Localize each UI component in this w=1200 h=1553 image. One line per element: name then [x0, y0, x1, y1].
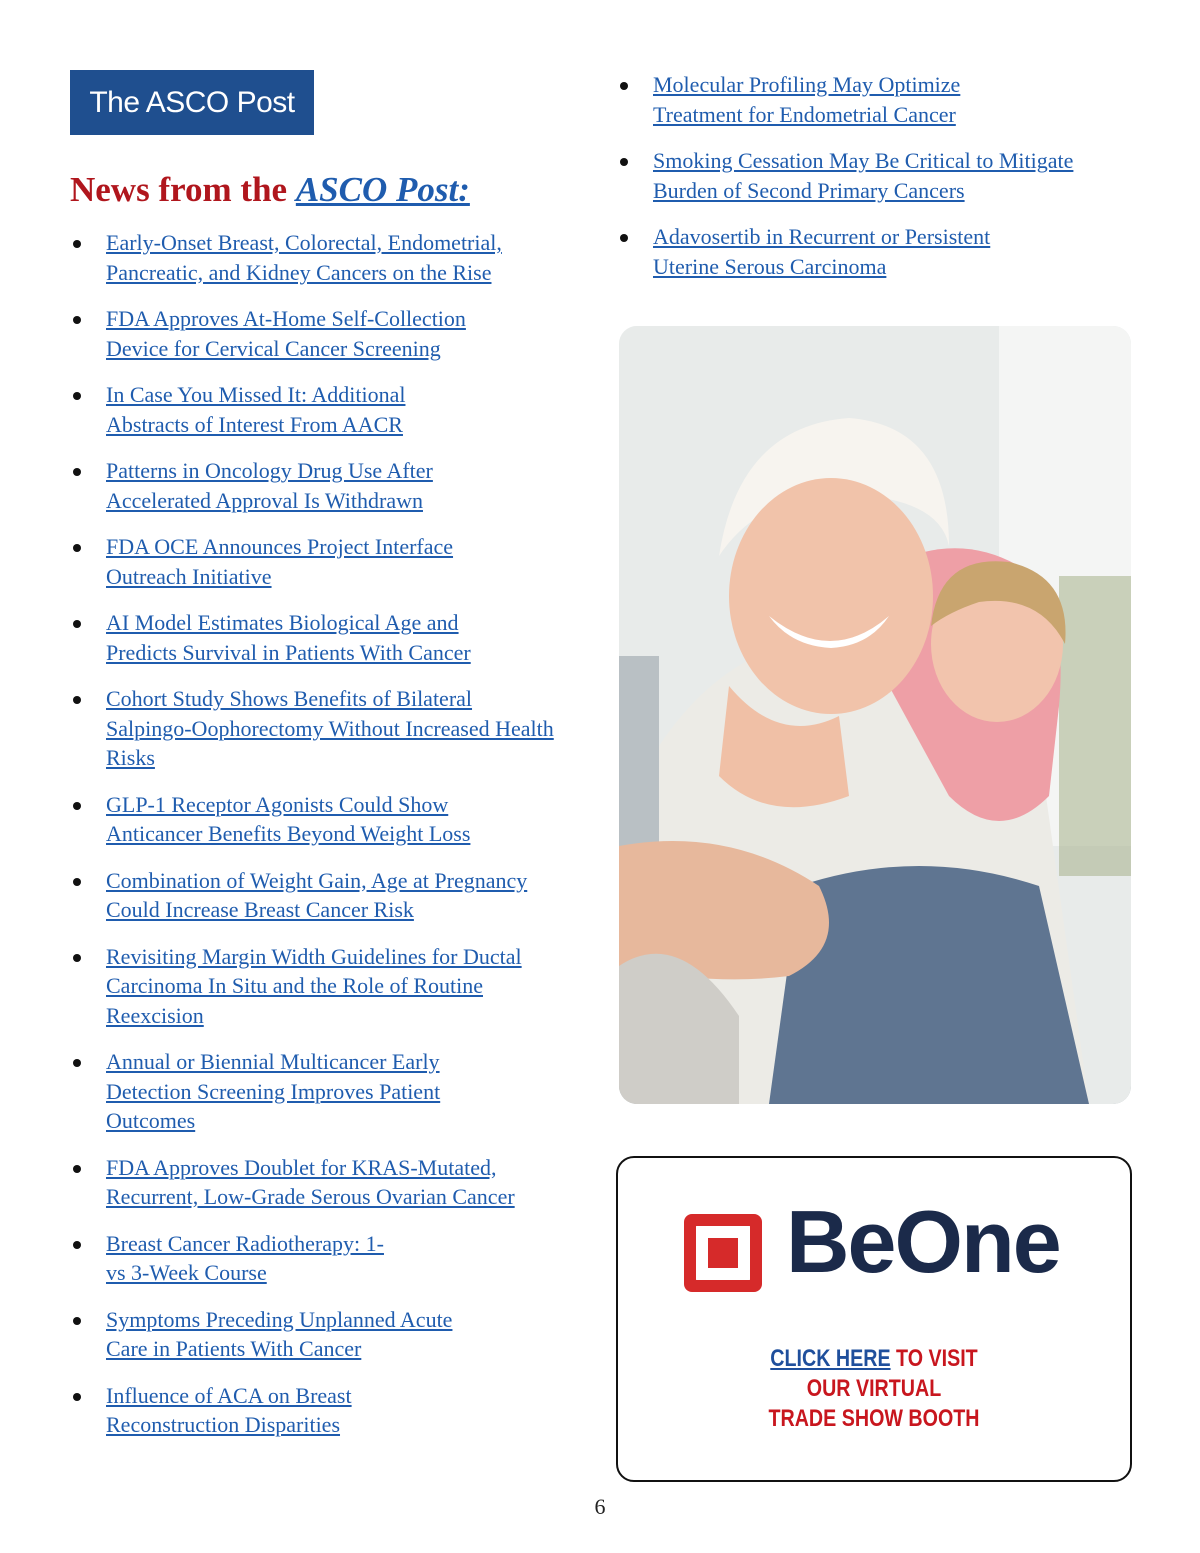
list-item: [70, 1153, 590, 1212]
article-link[interactable]: AI Model Estimates Biological Age and Predicts Survival in Patients With Cancer: [106, 610, 471, 665]
heading-prefix: News from the: [70, 170, 296, 209]
beone-ad[interactable]: [616, 1156, 1132, 1482]
cta-line-3: TRADE SHOW BOOTH: [768, 1405, 980, 1432]
news-heading: [70, 170, 470, 210]
click-here-link[interactable]: CLICK HERE: [770, 1345, 891, 1372]
cta-line-2: OUR VIRTUAL: [806, 1375, 942, 1402]
article-link[interactable]: Adavosertib in Recurrent or Persistent Uterine Serous Carcinoma: [653, 224, 991, 279]
list-item: [617, 146, 1157, 205]
list-item: [617, 222, 1157, 281]
article-link[interactable]: FDA Approves Doublet for KRAS-Mutated, Recurrent, Low-Grade Serous Ovarian Cancer: [106, 1154, 515, 1209]
list-item: [70, 790, 590, 849]
article-link[interactable]: In Case You Missed It: Additional Abstracts of Interest From AACR: [106, 382, 406, 437]
asco-post-link[interactable]: ASCO Post:: [295, 170, 470, 209]
left-article-list: [70, 228, 590, 1457]
beone-brand-name: BeOne: [786, 1192, 1060, 1291]
article-link[interactable]: Combination of Weight Gain, Age at Pregnancy Could Increase Breast Cancer Risk: [106, 867, 528, 922]
page-number: 6: [594, 1494, 606, 1519]
article-link[interactable]: Cohort Study Shows Benefits of Bilateral Salpingo-Oophorectomy Without Increased Health Risks: [106, 686, 554, 770]
list-item: [70, 942, 590, 1031]
list-item: [70, 608, 590, 667]
article-link[interactable]: GLP-1 Receptor Agonists Could Show Anticancer Benefits Beyond Weight Loss: [106, 791, 471, 846]
beone-logo-icon: [684, 1214, 762, 1292]
list-item: [70, 1047, 590, 1136]
list-item: [70, 380, 590, 439]
right-article-list: [617, 70, 1157, 298]
list-item: [70, 684, 590, 773]
article-link[interactable]: Patterns in Oncology Drug Use After Accelerated Approval Is Withdrawn: [106, 458, 433, 513]
cta-line-1: TO VISIT: [890, 1345, 978, 1372]
list-item: [70, 532, 590, 591]
list-item: [70, 1381, 590, 1440]
article-link[interactable]: Early-Onset Breast, Colorectal, Endometrial, Pancreatic, and Kidney Cancers on the Rise: [106, 230, 502, 285]
list-item: [70, 1305, 590, 1364]
logo-text: The ASCO Post: [89, 85, 295, 119]
list-item: [617, 70, 1157, 129]
mother-daughter-photo: [619, 326, 1131, 1104]
trade-show-cta: [664, 1344, 1084, 1434]
article-link[interactable]: Annual or Biennial Multicancer Early Detection Screening Improves Patient Outcomes: [106, 1049, 441, 1133]
article-link[interactable]: Smoking Cessation May Be Critical to Mitigate Burden of Second Primary Cancers: [653, 148, 1074, 203]
list-item: [70, 1229, 590, 1288]
list-item: [70, 228, 590, 287]
list-item: [70, 866, 590, 925]
article-link[interactable]: Molecular Profiling May Optimize Treatment for Endometrial Cancer: [653, 72, 961, 127]
article-link[interactable]: Breast Cancer Radiotherapy: 1- vs 3-Week Course: [106, 1230, 384, 1285]
asco-post-logo[interactable]: [70, 70, 314, 135]
article-link[interactable]: Influence of ACA on Breast Reconstruction Disparities: [106, 1382, 352, 1437]
article-link[interactable]: FDA OCE Announces Project Interface Outreach Initiative: [106, 534, 454, 589]
article-link[interactable]: FDA Approves At-Home Self-Collection Device for Cervical Cancer Screening: [106, 306, 466, 361]
list-item: [70, 304, 590, 363]
article-link[interactable]: Revisiting Margin Width Guidelines for Ductal Carcinoma In Situ and the Role of Routine Reexcision: [106, 943, 522, 1028]
list-item: [70, 456, 590, 515]
article-link[interactable]: Symptoms Preceding Unplanned Acute Care in Patients With Cancer: [106, 1306, 453, 1361]
photo-illustration: [619, 326, 1131, 1104]
